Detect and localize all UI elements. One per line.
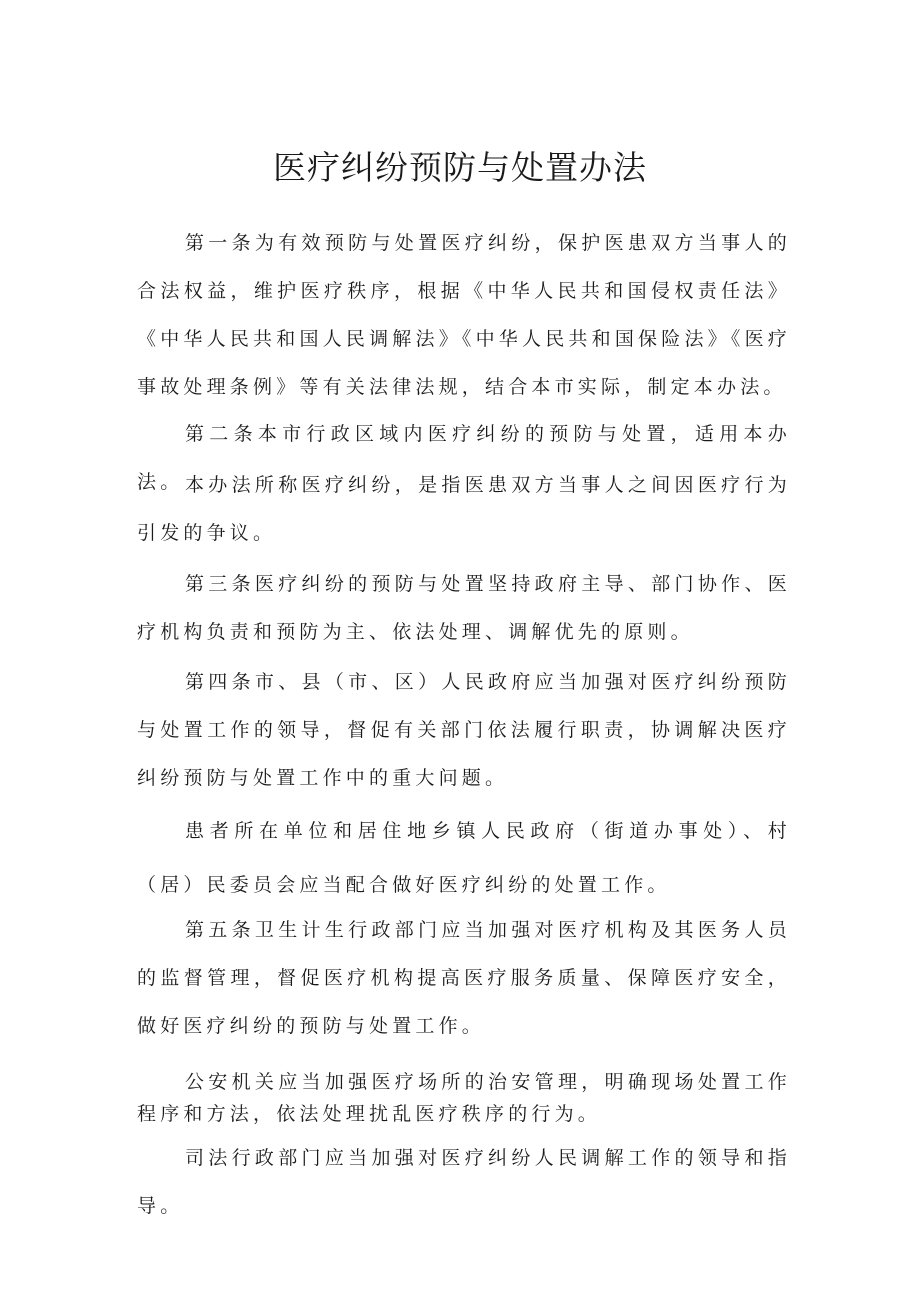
paragraph-article-4-community: 患者所在单位和居住地乡镇人民政府（街道办事处）、村（居）民委员会应当配合做好医疗纠纷的处置工作。 <box>137 820 791 896</box>
paragraph-article-2-definition: 本办法所称医疗纠纷，是指医患双方当事人之间因医疗行为引发的争议。 <box>137 474 791 544</box>
paragraph-article-5-justice: 司法行政部门应当加强对医疗纠纷人民调解工作的领导和指导。 <box>137 1147 791 1217</box>
paragraph-article-4: 第四条市、县（市、区）人民政府应当加强对医疗纠纷预防与处置工作的领导，督促有关部门依法履行职责，协调解决医疗纠纷预防与处置工作中的重大问题。 <box>137 671 791 789</box>
paragraph-article-2: 第二条本市行政区域内医疗纠纷的预防与处置，适用本办法。 <box>137 423 791 493</box>
paragraph-article-3: 第三条医疗纠纷的预防与处置坚持政府主导、部门协作、医疗机构负责和预防为主、依法处理、调解优先的原则。 <box>137 573 791 643</box>
paragraph-article-1: 第一条为有效预防与处置医疗纠纷，保护医患双方当事人的合法权益，维护医疗秩序，根据《中华人民共和国侵权责任法》《中华人民共和国人民调解法》《中华人民共和国保险法》《医疗事故处理条例》等有关法律法规，结合本市实际，制定本办法。 <box>137 232 791 398</box>
document-title: 医疗纠纷预防与处置办法 <box>273 148 647 187</box>
paragraph-article-5-police: 公安机关应当加强医疗场所的治安管理，明确现场处置工作程序和方法，依法处理扰乱医疗秩序的行为。 <box>137 1071 791 1125</box>
paragraph-article-5: 第五条卫生计生行政部门应当加强对医疗机构及其医务人员的监督管理，督促医疗机构提高医疗服务质量、保障医疗安全，做好医疗纠纷的预防与处置工作。 <box>137 919 791 1037</box>
